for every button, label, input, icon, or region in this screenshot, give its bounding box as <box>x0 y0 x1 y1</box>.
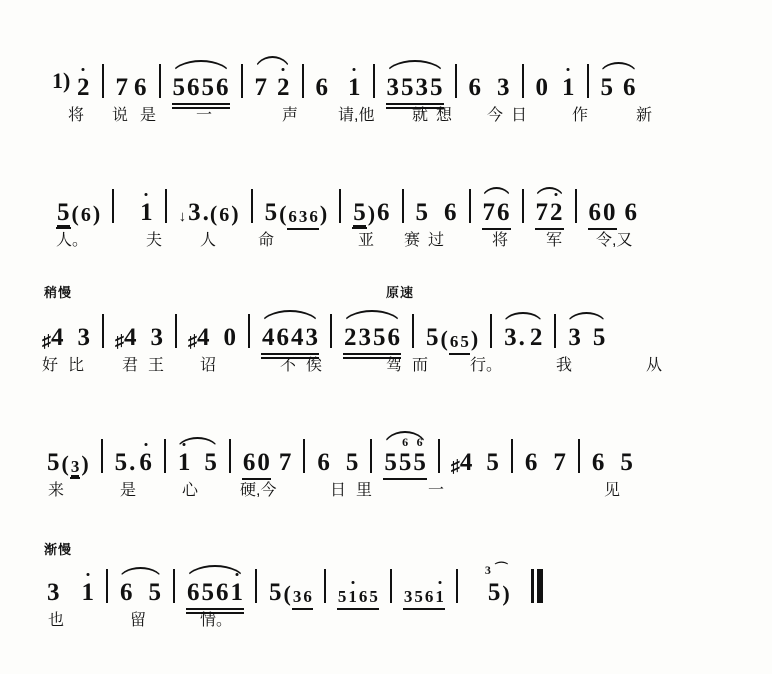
final-barline <box>531 569 534 603</box>
staff-system-4 <box>0 415 772 509</box>
lyric: 情。 <box>200 612 233 629</box>
beamed-group: 7 2 <box>535 199 563 226</box>
lyric: 我 <box>556 357 573 374</box>
barline <box>229 439 231 473</box>
note-group <box>480 200 513 225</box>
lyric: 人。 <box>56 232 89 249</box>
note: 3 <box>77 324 90 351</box>
barline <box>522 64 524 98</box>
lyric: 请,他 <box>338 107 375 124</box>
barline <box>102 64 104 98</box>
barline <box>511 439 513 473</box>
note-pair: 3 5 <box>568 324 606 351</box>
note: 6 <box>468 74 481 101</box>
note-group: 5 ( 6 ) <box>57 199 101 226</box>
note: 5 <box>415 199 429 226</box>
tempo-mark-slower: 稍慢 <box>44 285 73 300</box>
notes-row-1 <box>0 40 772 100</box>
beamed-group: 5 6 5 6 <box>172 74 229 101</box>
dotted-pair: 3 . 2 <box>504 324 543 351</box>
note-group: 5 . 6 <box>114 449 152 476</box>
lyrics-row-3 <box>0 350 772 384</box>
lyric: 声 <box>282 107 299 124</box>
note-group: 3 ⌒ 5 ) <box>484 561 510 606</box>
note-group <box>341 325 403 350</box>
note-group <box>381 435 429 476</box>
note-group <box>184 580 246 605</box>
note-group <box>252 75 293 100</box>
barline <box>101 439 103 473</box>
note: 6 <box>524 449 538 476</box>
lyrics-row-1 <box>0 100 772 134</box>
note-group <box>175 450 220 475</box>
lyric: 见 <box>604 482 621 499</box>
final-barline-thick <box>537 569 543 603</box>
note: 5 <box>486 449 499 476</box>
lyric: 留 <box>130 612 147 629</box>
beamed-group: 6 5 6 1 <box>187 579 243 606</box>
lyric: 心 <box>182 482 199 499</box>
lyric: 行。 <box>470 357 503 374</box>
note-group: 5 ( 6 5 ) <box>426 324 479 351</box>
lyric: 将 <box>68 107 85 124</box>
beamed-group: 6 0 <box>242 449 270 476</box>
note: ♯ 4 <box>188 324 210 351</box>
note: 7 <box>553 449 566 476</box>
staff-system-5 <box>0 542 772 639</box>
note: 2 <box>77 74 90 101</box>
note-group <box>501 325 545 350</box>
lyric: 诏 <box>200 357 217 374</box>
note: 6 <box>317 449 330 476</box>
note: 6 <box>591 449 605 476</box>
beamed-group: 3 5 6 1 <box>403 587 444 606</box>
barline <box>251 189 253 223</box>
note-group <box>598 75 639 100</box>
lyrics-row-4 <box>0 475 772 509</box>
note-group: ↓ 3 . ( 6 ) <box>178 199 239 226</box>
note: 1 <box>81 579 94 606</box>
note: 6 <box>315 74 328 101</box>
barline <box>339 189 341 223</box>
lyric: 一 <box>196 107 213 124</box>
barline <box>106 569 108 603</box>
note: ♯ 4 <box>42 324 64 351</box>
note: ♯ 4 <box>115 324 137 351</box>
barline <box>165 189 167 223</box>
lyric: 今日 <box>487 107 536 124</box>
note-group: 5 ( 3 ) <box>47 449 89 476</box>
barline <box>173 569 175 603</box>
lyric: 将 <box>492 232 509 249</box>
beamed-group: 5 1 6 5 <box>337 587 378 606</box>
barline <box>390 569 392 603</box>
lyric: 人 <box>200 232 217 249</box>
note: 6 <box>444 199 457 226</box>
barline <box>587 64 589 98</box>
lyric: 是 <box>120 482 137 499</box>
barline <box>522 189 524 223</box>
tempo-mark-gradually-slower: 渐慢 <box>44 542 73 557</box>
lyric: 也 <box>48 612 65 629</box>
barline <box>438 439 440 473</box>
note-group: 5 ) 6 <box>353 199 390 226</box>
barline <box>490 314 492 348</box>
notes-row-5 <box>0 545 772 605</box>
barline <box>255 569 257 603</box>
note-group <box>533 200 566 225</box>
lyric: 不俟 <box>280 357 333 374</box>
note: 0 <box>223 324 236 351</box>
note: 1 <box>140 199 153 226</box>
barline <box>303 439 305 473</box>
lyrics-row-2 <box>0 225 772 259</box>
note-group <box>117 580 164 605</box>
notes-row-3 <box>0 290 772 350</box>
note: 3 <box>150 324 163 351</box>
barline <box>324 569 326 603</box>
note-group: 5 ( 6 3 6 ) <box>264 199 328 226</box>
lyric: 亚 <box>358 232 375 249</box>
note: 1 <box>348 74 361 101</box>
note-pair: 7 2 <box>254 74 290 101</box>
tempo-mark-a-tempo: 原速 <box>386 285 415 300</box>
note: 6 <box>134 74 147 101</box>
note-pair: 6 5 <box>120 579 161 606</box>
note-group <box>170 75 232 100</box>
note-pair: 1 5 <box>177 449 217 476</box>
lyric: 命 <box>258 232 275 249</box>
beamed-group: 6 5 <box>449 332 469 351</box>
note: 5 <box>345 449 359 476</box>
staff-system-2 <box>0 165 772 259</box>
lyric: 好比 <box>42 357 95 374</box>
barline <box>373 64 375 98</box>
barline <box>455 64 457 98</box>
note-group: 6 0 6 <box>588 199 638 226</box>
barline <box>469 189 471 223</box>
lyrics-row-5 <box>0 605 772 639</box>
beamed-group: 3 6 <box>292 587 312 606</box>
staff-system-3 <box>0 285 772 384</box>
lyric: 说是 <box>112 107 169 124</box>
beamed-group: 5 5 6 5 6 <box>384 435 426 476</box>
barline <box>330 314 332 348</box>
barline <box>575 189 577 223</box>
barline <box>159 64 161 98</box>
lyric: 军 <box>546 232 563 249</box>
note-group <box>259 325 321 350</box>
barline <box>302 64 304 98</box>
lyric: 一 <box>428 482 445 499</box>
notes-row-2 <box>0 165 772 225</box>
barline <box>112 189 114 223</box>
note: ♯ 4 <box>450 449 473 476</box>
barline <box>102 314 104 348</box>
beamed-group: 6 0 <box>588 199 616 226</box>
beamed-group: 6 3 6 <box>288 207 318 226</box>
barline <box>578 439 580 473</box>
barline <box>554 314 556 348</box>
lyric: 新 <box>636 107 653 124</box>
lyric: 君王 <box>122 357 175 374</box>
barline <box>241 64 243 98</box>
barline <box>370 439 372 473</box>
lyric: 日里 <box>330 482 383 499</box>
beamed-group: 7 6 <box>482 199 510 226</box>
note-group <box>565 325 608 350</box>
staff-system-1 <box>0 40 772 134</box>
barline <box>164 439 166 473</box>
note-group <box>401 588 447 605</box>
note: 1 <box>562 74 575 101</box>
note-group: 6 0 7 <box>242 449 292 476</box>
slur-icon <box>253 56 292 75</box>
note-group <box>335 588 381 605</box>
note: 7 <box>115 74 128 101</box>
lyric: 作 <box>572 107 589 124</box>
barline <box>456 569 458 603</box>
note: 3 <box>47 579 60 606</box>
barline <box>248 314 250 348</box>
beamed-group: 2 3 5 6 <box>344 324 400 351</box>
lead-mark-1: 1) <box>52 68 71 93</box>
lyric: 驾而 <box>386 357 439 374</box>
lyric: 令,又 <box>596 232 633 249</box>
lyric: 夫 <box>146 232 163 249</box>
barline <box>402 189 404 223</box>
note-pair: 5 6 <box>600 74 636 101</box>
note-group <box>384 75 446 100</box>
beamed-group: 4 6 4 3 <box>262 324 318 351</box>
notes-row-4 <box>0 415 772 475</box>
note-group: 5 ( 3 6 <box>269 579 312 606</box>
lyric: 赛过 <box>404 232 453 249</box>
note: 5 <box>620 449 633 476</box>
barline <box>175 314 177 348</box>
beamed-group: 3 5 3 5 <box>386 74 443 101</box>
note: 3 <box>497 74 510 101</box>
lyric: 来 <box>48 482 65 499</box>
barline <box>412 314 414 348</box>
note: 0 <box>535 74 548 101</box>
lyric: 从 <box>646 357 663 374</box>
lyric: 硬,今 <box>240 482 277 499</box>
lyric: 就想 <box>412 107 461 124</box>
